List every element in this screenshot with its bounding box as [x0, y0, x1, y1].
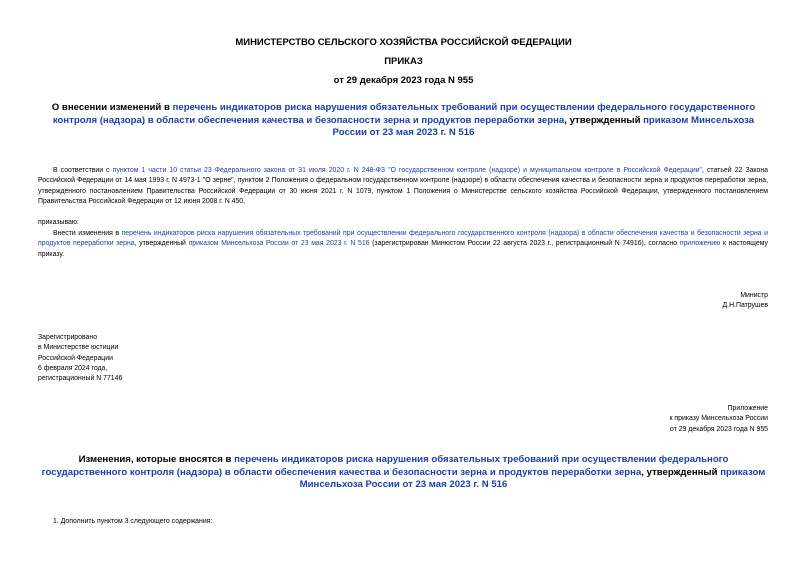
- changes-title-prefix: Изменения, которые вносятся в: [78, 454, 235, 465]
- registration-line: Зарегистрировано: [38, 334, 98, 341]
- order-text-2: , утвержденный: [134, 240, 189, 248]
- title-link-list[interactable]: перечень индикаторов риска нарушения обязательных требований при осуществлении федерального государственного контроля (надзора) в области обеспечения качества и безопасности зерна и продуктов переработки зерна: [52, 102, 756, 126]
- order-text-3: (зарегистрирован Минюстом России 22 августа 2023 г., регистрационный N 74916), согласно: [369, 240, 680, 248]
- preamble-link-law[interactable]: пунктом 1 части 10 статьи 23 Федерального закона от 31 июля 2020 г. N 248-ФЗ "О государственном контроле (надзоре) и муниципальном контроле в Российской Федерации": [112, 167, 702, 174]
- appendix-block: [669, 404, 768, 435]
- order-paragraph: [38, 229, 768, 260]
- title-prefix: О внесении изменений в: [51, 102, 173, 113]
- signature-block: [723, 291, 768, 312]
- doc-date-number: от 29 декабря 2023 года N 955: [333, 75, 474, 86]
- order-word: приказываю:: [38, 219, 79, 226]
- preamble-text-1: В соответствии с: [53, 167, 113, 174]
- signature-position: Министр: [740, 292, 768, 299]
- changes-title-link-order[interactable]: приказом Минсельхоза России от 23 мая 2023 г. N 516: [299, 466, 766, 490]
- preamble-paragraph: [38, 166, 768, 207]
- changes-title: [36, 454, 771, 492]
- order-link-list[interactable]: перечень индикаторов риска нарушения обязательных требований при осуществлении федерального государственного контроля (надзора) в области обеспечения качества и безопасности зерна и продуктов переработки зерна: [38, 230, 768, 248]
- signature-name: Д.Н.Патрушев: [722, 302, 768, 310]
- order-link-appendix[interactable]: приложению: [679, 240, 721, 248]
- item-1-text: 1. Дополнить пунктом 3 следующего содержания:: [53, 518, 213, 525]
- ministry-heading: МИНИСТЕРСТВО СЕЛЬСКОГО ХОЗЯЙСТВА РОССИЙСКОЙ ФЕДЕРАЦИИ: [235, 37, 572, 48]
- order-text-4: к настоящему приказу.: [38, 240, 768, 258]
- changes-title-middle: , утвержденный: [641, 466, 721, 478]
- title-link-order[interactable]: приказом Минсельхоза России от 23 мая 2023 г. N 516: [332, 114, 755, 138]
- appendix-ref: к приказу Минсельхоза России: [669, 415, 768, 423]
- registration-line: регистрационный N 77146: [38, 375, 123, 383]
- doc-type-heading: ПРИКАЗ: [384, 56, 423, 67]
- registration-line: Российской Федерации: [38, 354, 113, 362]
- changes-title-link-list[interactable]: перечень индикаторов риска нарушения обязательных требований при осуществлении федерального государственного контроля (надзора) в области обеспечения качества и безопасности зерна и продуктов переработки зерна: [41, 454, 729, 478]
- title-middle: , утвержденный: [564, 114, 644, 126]
- order-text-1: Внести изменения в: [53, 230, 122, 237]
- order-title: [36, 102, 771, 140]
- order-link-prikaz[interactable]: приказом Минсельхоза России от 23 мая 2023 г. N 516: [188, 240, 370, 248]
- appendix-date: от 29 декабря 2023 года N 955: [670, 425, 768, 433]
- preamble-text-2: , статьей 22 Закона Российской Федерации от 14 мая 1993 г. N 4973-1 "О зерне", пунктом 2 Положения о федеральном государственном контроле (надзоре) в области обеспечения качества и безопасности зерна и продуктов переработки зерна, утвержденного постановлением Правительства Российской Федерации от 30 июня 2021 г. N 1079, пунктом 1 Положения о Министерстве сельского хозяйства Российской Федерации, утвержденного постановлением Правительства Российской Федерации от 12 июня 2008 г. N 450,: [38, 167, 768, 205]
- registration-block: [38, 333, 122, 384]
- appendix-label: Приложение: [727, 405, 768, 412]
- registration-line: 6 февраля 2024 года,: [38, 364, 108, 372]
- registration-line: в Министерстве юстиции: [38, 344, 119, 352]
